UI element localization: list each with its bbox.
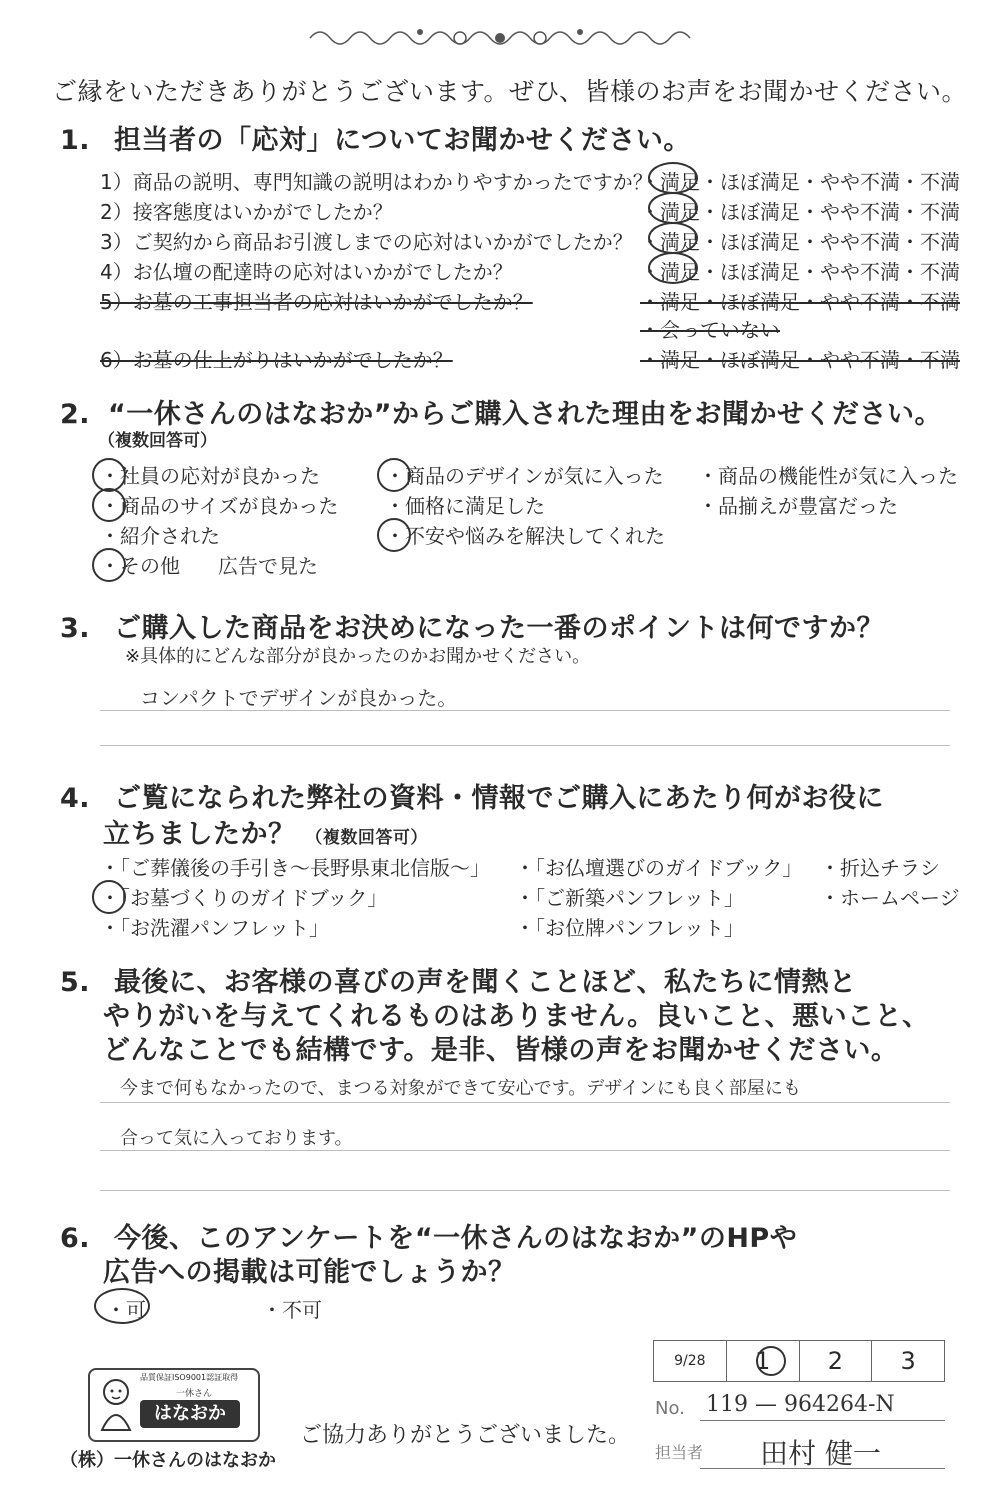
selection-circle [92,488,126,522]
q1-item-1-label: 1）商品の説明、専門知識の説明はわかりやすかったですか？ [100,170,653,194]
rating-grid [653,1340,945,1382]
q5-answer-line1: 今まで何もなかったので、まつる対象ができて安心です。デザインにも良く部屋にも [120,1078,801,1099]
q2-other-answer: 広告で見た [218,554,318,578]
selection-circle [756,1346,786,1376]
q4-number: 4. [60,783,91,814]
q1-item-3-label: 3）ご契約から商品お引渡しまでの応対はいかがでしたか？ [100,230,633,254]
grid-cell-2[interactable]: 2 [799,1341,872,1381]
q5-number: 5. [60,967,91,998]
q2-choice-design[interactable]: ・商品のデザインが気に入った [385,464,664,488]
q4-choice-flyer[interactable]: ・折込チラシ [820,856,940,880]
q2-title: “一休さんのはなおか”からご購入された理由をお聞かせください。 [107,399,942,430]
q6-number: 6. [60,1223,91,1254]
company-name: （株）一休さんのはなおか [60,1450,276,1471]
q1-heading [60,118,691,157]
q5-title-line3: どんなことでも結構です。是非、皆様の声をお聞かせください。 [103,1035,899,1066]
q1-item-1-options[interactable]: ・満足・ほぼ満足・やや不満・不満 [640,170,960,194]
answer-line [100,745,950,746]
no-label: No. [655,1398,685,1419]
q4-title-line2: 立ちましたか？ [103,819,296,850]
q1-item-6-label: 6）お墓の仕上がりはいかがでしたか？ [100,348,453,372]
q1-item-2-label: 2）接客態度はいかがでしたか？ [100,200,393,224]
no-value: 119 — 964264-N [706,1392,895,1417]
selection-circle [92,548,126,582]
q2-choice-staff[interactable]: ・社員の応対が良かった [100,464,320,488]
q2-choice-referral[interactable]: ・紹介された [100,524,220,548]
q1-item-5-note: ・会っていない [640,318,780,342]
selection-circle [648,192,698,224]
logo-iso-text: 品質保証ISO9001認証取得 [140,1373,239,1382]
logo-brand-text: はなおか [140,1400,240,1428]
q4-choice-grave-guide[interactable]: ・「お墓づくりのガイドブック」 [100,886,388,910]
selection-circle [648,222,698,254]
grid-date: 9/28 [674,1353,706,1369]
selection-circle [92,458,126,492]
q3-number: 3. [60,613,91,644]
selection-circle [648,162,698,194]
q2-choice-price[interactable]: ・価格に満足した [385,494,545,518]
staff-name: 田村 健一 [760,1437,881,1470]
q4-choice-ihai[interactable]: ・「お位牌パンフレット」 [515,916,744,940]
q4-choice-laundry[interactable]: ・「お洗濯パンフレット」 [100,916,329,940]
q4-choice-homepage[interactable]: ・ホームページ [820,886,960,910]
intro-text: ご縁をいただきありがとうございます。ぜひ、皆様のお声をお聞かせください。 [52,77,968,106]
q1-item-5-label: 5）お墓の工事担当者の応対はいかがでしたか？ [100,290,533,314]
monk-mascot-icon [96,1376,136,1432]
q5-title-line1: 最後に、お客様の喜びの声を聞くことほど、私たちに情熱と [113,967,857,998]
answer-line [100,1150,950,1151]
selection-circle [92,880,126,914]
q2-choice-function[interactable]: ・商品の機能性が気に入った [698,464,958,488]
q3-heading [60,606,884,645]
q2-subtitle: （複数回答可） [98,431,217,451]
q2-choice-size[interactable]: ・商品のサイズが良かった [100,494,339,518]
logo-sub-text: 一休さん [176,1389,213,1399]
thanks-text: ご協力ありがとうございました。 [300,1423,631,1448]
q4-subtitle: （複数回答可） [305,828,428,848]
q3-subtitle: ※具体的にどんな部分が良かったのかお聞かせください。 [125,646,591,667]
grid-cell-1[interactable]: 1 [726,1341,799,1381]
q1-number: 1. [60,125,91,156]
selection-circle [377,458,411,492]
q4-title-line1: ご覧になられた弊社の資料・情報でご購入にあたり何がお役に [113,783,884,814]
decorative-ornament [300,18,700,58]
q3-title: ご購入した商品をお決めになった一番のポイントは何ですか？ [113,613,884,644]
q2-number: 2. [60,399,91,430]
q6-option-yes[interactable]: ・可 [106,1298,146,1322]
q2-choice-resolved[interactable]: ・不安や悩みを解決してくれた [385,524,665,548]
selection-circle [377,518,411,552]
q4-heading-line2 [103,812,428,851]
q1-item-5-options[interactable]: ・満足・ほぼ満足・やや不満・不満 [640,290,960,314]
q1-item-6-options[interactable]: ・満足・ほぼ満足・やや不満・不満 [640,348,960,372]
q1-item-3-options[interactable]: ・満足・ほぼ満足・やや不満・不満 [640,230,960,254]
no-underline [700,1420,945,1421]
q3-answer: コンパクトでデザインが良かった。 [140,686,458,710]
q4-heading [60,776,884,815]
q6-title-line1: 今後、このアンケートを“一休さんのはなおか”のHPや [113,1223,798,1254]
staff-label: 担当者 [655,1443,704,1462]
q2-choice-selection[interactable]: ・品揃えが豊富だった [698,494,898,518]
q4-choice-butsudan-guide[interactable]: ・「お仏壇選びのガイドブック」 [515,856,803,880]
answer-line [100,710,950,711]
answer-line [100,1102,950,1103]
q5-title-line2: やりがいを与えてくれるものはありません。良いこと、悪いこと、 [103,1001,930,1032]
q6-title-line2: 広告への掲載は可能でしょうか？ [103,1257,516,1288]
q1-item-4-options[interactable]: ・満足・ほぼ満足・やや不満・不満 [640,260,960,284]
staff-underline [700,1468,945,1469]
q5-answer-line2: 合って気に入っております。 [120,1128,353,1149]
q1-item-2-options[interactable]: ・満足・ほぼ満足・やや不満・不満 [640,200,960,224]
answer-line [100,1190,950,1191]
q4-choice-funeral-guide[interactable]: ・「ご葬儀後の手引き～長野県東北信版～」 [100,856,490,880]
q1-item-4-label: 4）お仏壇の配達時の応対はいかがでしたか？ [100,260,513,284]
q2-choice-other[interactable]: ・その他 [100,554,180,578]
q6-option-no[interactable]: ・不可 [262,1298,322,1322]
selection-circle [94,1288,150,1324]
grid-cell-3[interactable]: 3 [871,1341,944,1381]
selection-circle [648,252,698,284]
q1-title: 担当者の「応対」についてお聞かせください。 [113,125,691,156]
q4-choice-new-home[interactable]: ・「ご新築パンフレット」 [515,886,744,910]
